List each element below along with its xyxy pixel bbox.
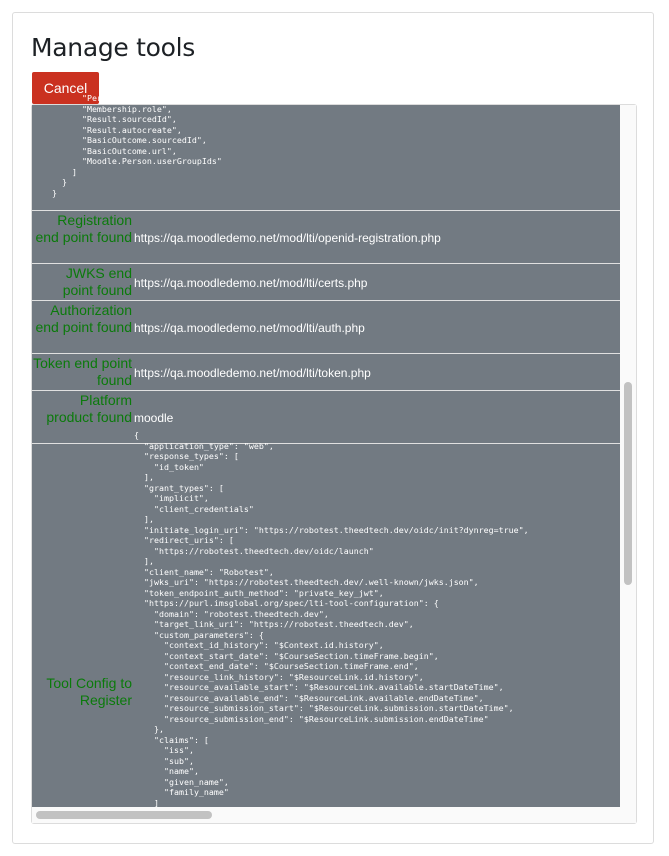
tool-config-label: Tool Config to Register	[46, 675, 132, 708]
previous-config-fragment: "Person.webaddress", "Membership.role", "Result.sourcedId", "Result.autocreate", "BasicOutcome.sourcedId", "BasicOutcome.url", "Moodle.Person.userGroupIds" ] } }	[51, 93, 222, 198]
registration-endpoint-row	[32, 211, 622, 264]
vertical-scrollbar-thumb[interactable]	[624, 382, 632, 585]
registration-details-viewport	[32, 93, 622, 809]
token-endpoint-value: https://qa.moodledemo.net/mod/lti/token.php	[134, 366, 371, 380]
authorization-endpoint-label: Authorization end point found	[35, 302, 132, 335]
registration-endpoint-label: Registration end point found	[35, 212, 132, 245]
token-endpoint-label: Token end point found	[33, 355, 132, 388]
platform-product-value: moodle	[134, 411, 174, 425]
registration-details-frame	[31, 93, 637, 824]
authorization-endpoint-value: https://qa.moodledemo.net/mod/lti/auth.php	[134, 321, 365, 335]
manage-tools-card	[12, 12, 654, 844]
jwks-endpoint-label: JWKS end point found	[62, 265, 132, 298]
horizontal-scrollbar-thumb[interactable]	[36, 811, 212, 819]
authorization-endpoint-row	[32, 301, 622, 354]
config-fragment-row	[32, 105, 622, 211]
vertical-scrollbar[interactable]	[620, 105, 636, 809]
jwks-endpoint-row	[32, 264, 622, 301]
jwks-endpoint-value: https://qa.moodledemo.net/mod/lti/certs.php	[134, 276, 368, 290]
registration-endpoint-value: https://qa.moodledemo.net/mod/lti/openid-registration.php	[134, 231, 441, 245]
page-title: Manage tools	[31, 33, 196, 62]
horizontal-scrollbar[interactable]	[32, 807, 636, 823]
platform-product-label: Platform product found	[46, 392, 132, 425]
cancel-button[interactable]: Cancel	[32, 72, 99, 104]
token-endpoint-row	[32, 354, 622, 391]
tool-config-json: { "application_type": "web", "response_types": [ "id_token" ], "grant_types": [ "implicit", "client_credentials" ], "initiate_login_uri": "https://robotest.theedtech.dev/oidc/init?dynreg=true", "redirect_uris": [ "https://robotest.theedtech.dev/oidc/launch" ], "client_name": "Robotest", "jwks_uri": "https://robotest.theedtech.dev/.well-known/jwks.json", "token_endpoint_auth_method": "private_key_jwt", "https://purl.imsglobal.org/spec/lti-tool-configuration": { "domain": "robotest.theedtech.dev", "target_link_uri": "https://robotest.theedtech.dev", "custom_parameters": { "context_id_history": "$Context.id.history", "context_start_date": "$CourseSection.timeFrame.begin", "context_end_date": "$CourseSection.timeFrame.end", "resource_link_history": "$ResourceLink.id.history", "resource_available_start": "$ResourceLink.available.startDateTime", "resource_available_end": "$ResourceLink.available.endDateTime", "resource_submission_start": "$ResourceLink.submission.startDateTime", "resource_submission_end": "$ResourceLink.submission.endDateTime" }, "claims": [ "iss", "sub", "name", "given_name", "family_name" ]	[134, 430, 529, 808]
